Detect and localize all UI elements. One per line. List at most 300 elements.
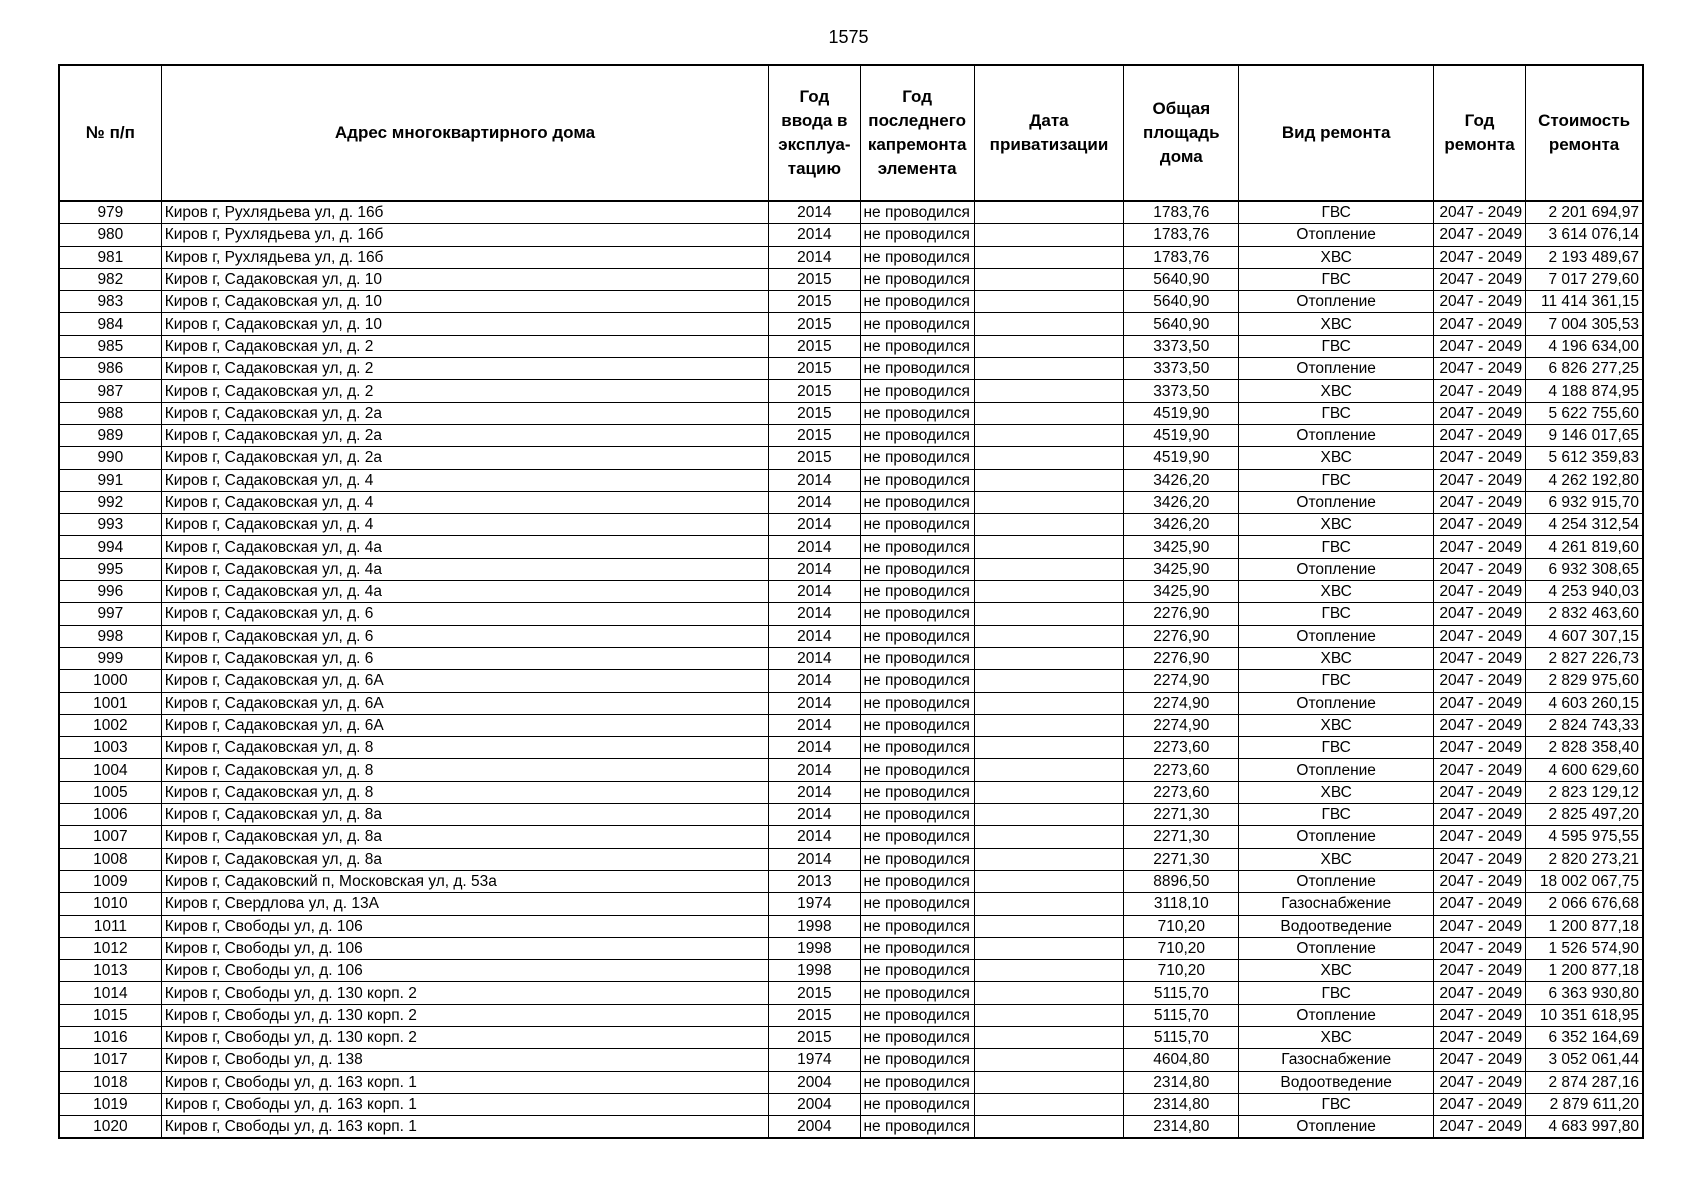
cell-last-repair: не проводился — [860, 692, 974, 714]
cell-repair-type: ГВС — [1239, 402, 1433, 424]
cell-area: 2273,60 — [1124, 781, 1239, 803]
cell-last-repair: не проводился — [860, 380, 974, 402]
table-row — [59, 201, 1643, 224]
table-row — [59, 1004, 1643, 1026]
cell-last-repair: не проводился — [860, 246, 974, 268]
cell-area: 4519,90 — [1124, 402, 1239, 424]
cell-last-repair: не проводился — [860, 1026, 974, 1048]
cell-repair-type: ГВС — [1239, 804, 1433, 826]
table-header — [59, 65, 1643, 201]
cell-repair-year: 2047 - 2049 — [1433, 826, 1525, 848]
cell-repair-type: ХВС — [1239, 714, 1433, 736]
cell-privatization — [974, 335, 1123, 357]
header-repair-year: Год ремонта — [1433, 65, 1525, 201]
cell-privatization — [974, 937, 1123, 959]
cell-repair-year: 2047 - 2049 — [1433, 759, 1525, 781]
cell-privatization — [974, 558, 1123, 580]
cell-num: 1015 — [59, 1004, 161, 1026]
cell-cost: 7 017 279,60 — [1526, 268, 1643, 290]
cell-last-repair: не проводился — [860, 581, 974, 603]
header-privatization: Дата приватизации — [974, 65, 1123, 201]
cell-address: Киров г, Садаковская ул, д. 4а — [161, 558, 769, 580]
cell-area: 1783,76 — [1124, 224, 1239, 246]
cell-privatization — [974, 915, 1123, 937]
cell-num: 981 — [59, 246, 161, 268]
table-row — [59, 960, 1643, 982]
cell-cost: 2 828 358,40 — [1526, 737, 1643, 759]
cell-repair-type: ГВС — [1239, 335, 1433, 357]
table-row — [59, 335, 1643, 357]
cell-repair-year: 2047 - 2049 — [1433, 714, 1525, 736]
cell-address: Киров г, Садаковская ул, д. 10 — [161, 268, 769, 290]
table-row — [59, 603, 1643, 625]
table-row — [59, 759, 1643, 781]
cell-repair-year: 2047 - 2049 — [1433, 982, 1525, 1004]
cell-area: 5115,70 — [1124, 982, 1239, 1004]
cell-repair-year: 2047 - 2049 — [1433, 402, 1525, 424]
cell-repair-year: 2047 - 2049 — [1433, 848, 1525, 870]
cell-repair-year: 2047 - 2049 — [1433, 1049, 1525, 1071]
cell-repair-type: Газоснабжение — [1239, 893, 1433, 915]
cell-cost: 5 622 755,60 — [1526, 402, 1643, 424]
cell-year-built: 1998 — [769, 937, 860, 959]
cell-repair-year: 2047 - 2049 — [1433, 201, 1525, 224]
cell-privatization — [974, 960, 1123, 982]
cell-area: 3426,20 — [1124, 469, 1239, 491]
cell-address: Киров г, Рухлядьева ул, д. 16б — [161, 246, 769, 268]
cell-repair-type: ГВС — [1239, 670, 1433, 692]
table-row — [59, 848, 1643, 870]
cell-area: 2276,90 — [1124, 603, 1239, 625]
cell-num: 1007 — [59, 826, 161, 848]
cell-year-built: 2015 — [769, 402, 860, 424]
cell-year-built: 2015 — [769, 447, 860, 469]
cell-last-repair: не проводился — [860, 804, 974, 826]
cell-repair-type: ХВС — [1239, 960, 1433, 982]
cell-repair-type: Водоотведение — [1239, 915, 1433, 937]
cell-repair-year: 2047 - 2049 — [1433, 291, 1525, 313]
cell-address: Киров г, Садаковская ул, д. 8а — [161, 804, 769, 826]
header-cost: Стоимость ремонта — [1526, 65, 1643, 201]
cell-cost: 4 261 819,60 — [1526, 536, 1643, 558]
cell-repair-type: ГВС — [1239, 201, 1433, 224]
table-row — [59, 692, 1643, 714]
cell-num: 1014 — [59, 982, 161, 1004]
cell-cost: 2 825 497,20 — [1526, 804, 1643, 826]
cell-num: 996 — [59, 581, 161, 603]
cell-repair-type: Газоснабжение — [1239, 1049, 1433, 1071]
cell-repair-type: ГВС — [1239, 982, 1433, 1004]
cell-cost: 2 823 129,12 — [1526, 781, 1643, 803]
cell-last-repair: не проводился — [860, 670, 974, 692]
cell-repair-year: 2047 - 2049 — [1433, 670, 1525, 692]
cell-cost: 1 526 574,90 — [1526, 937, 1643, 959]
table-row — [59, 424, 1643, 446]
cell-repair-year: 2047 - 2049 — [1433, 536, 1525, 558]
cell-cost: 2 201 694,97 — [1526, 201, 1643, 224]
cell-last-repair: не проводился — [860, 826, 974, 848]
cell-area: 3373,50 — [1124, 358, 1239, 380]
cell-num: 985 — [59, 335, 161, 357]
cell-privatization — [974, 848, 1123, 870]
cell-area: 1783,76 — [1124, 246, 1239, 268]
cell-last-repair: не проводился — [860, 447, 974, 469]
cell-last-repair: не проводился — [860, 603, 974, 625]
cell-repair-year: 2047 - 2049 — [1433, 1116, 1525, 1139]
cell-repair-year: 2047 - 2049 — [1433, 268, 1525, 290]
cell-privatization — [974, 692, 1123, 714]
cell-repair-type: ХВС — [1239, 781, 1433, 803]
cell-privatization — [974, 625, 1123, 647]
cell-last-repair: не проводился — [860, 714, 974, 736]
cell-num: 1020 — [59, 1116, 161, 1139]
cell-address: Киров г, Садаковская ул, д. 6 — [161, 603, 769, 625]
cell-address: Киров г, Свободы ул, д. 130 корп. 2 — [161, 1004, 769, 1026]
table-row — [59, 1116, 1643, 1139]
cell-year-built: 2015 — [769, 1004, 860, 1026]
cell-cost: 10 351 618,95 — [1526, 1004, 1643, 1026]
cell-last-repair: не проводился — [860, 893, 974, 915]
cell-area: 3426,20 — [1124, 514, 1239, 536]
cell-num: 1009 — [59, 870, 161, 892]
cell-privatization — [974, 402, 1123, 424]
cell-address: Киров г, Садаковская ул, д. 2а — [161, 402, 769, 424]
cell-num: 1003 — [59, 737, 161, 759]
cell-num: 983 — [59, 291, 161, 313]
cell-area: 2314,80 — [1124, 1093, 1239, 1115]
table-row — [59, 268, 1643, 290]
cell-cost: 7 004 305,53 — [1526, 313, 1643, 335]
cell-num: 987 — [59, 380, 161, 402]
cell-privatization — [974, 447, 1123, 469]
cell-privatization — [974, 224, 1123, 246]
cell-last-repair: не проводился — [860, 514, 974, 536]
cell-cost: 6 932 308,65 — [1526, 558, 1643, 580]
cell-num: 1006 — [59, 804, 161, 826]
cell-num: 990 — [59, 447, 161, 469]
cell-area: 2314,80 — [1124, 1116, 1239, 1139]
cell-last-repair: не проводился — [860, 759, 974, 781]
cell-last-repair: не проводился — [860, 781, 974, 803]
cell-num: 1017 — [59, 1049, 161, 1071]
cell-address: Киров г, Садаковская ул, д. 8 — [161, 781, 769, 803]
cell-repair-type: ХВС — [1239, 246, 1433, 268]
cell-address: Киров г, Свободы ул, д. 138 — [161, 1049, 769, 1071]
cell-cost: 4 196 634,00 — [1526, 335, 1643, 357]
cell-privatization — [974, 246, 1123, 268]
cell-num: 1016 — [59, 1026, 161, 1048]
cell-last-repair: не проводился — [860, 1049, 974, 1071]
cell-last-repair: не проводился — [860, 558, 974, 580]
cell-num: 986 — [59, 358, 161, 380]
cell-area: 3426,20 — [1124, 491, 1239, 513]
cell-cost: 2 193 489,67 — [1526, 246, 1643, 268]
cell-repair-year: 2047 - 2049 — [1433, 804, 1525, 826]
cell-last-repair: не проводился — [860, 625, 974, 647]
cell-area: 2274,90 — [1124, 692, 1239, 714]
cell-privatization — [974, 893, 1123, 915]
cell-repair-year: 2047 - 2049 — [1433, 246, 1525, 268]
cell-num: 1013 — [59, 960, 161, 982]
table-row — [59, 1093, 1643, 1115]
table-row — [59, 581, 1643, 603]
cell-year-built: 2014 — [769, 514, 860, 536]
cell-cost: 2 820 273,21 — [1526, 848, 1643, 870]
cell-repair-year: 2047 - 2049 — [1433, 1071, 1525, 1093]
cell-cost: 6 363 930,80 — [1526, 982, 1643, 1004]
cell-cost: 9 146 017,65 — [1526, 424, 1643, 446]
cell-num: 1002 — [59, 714, 161, 736]
cell-privatization — [974, 647, 1123, 669]
cell-repair-type: ГВС — [1239, 737, 1433, 759]
cell-address: Киров г, Свободы ул, д. 106 — [161, 915, 769, 937]
cell-area: 2274,90 — [1124, 670, 1239, 692]
cell-last-repair: не проводился — [860, 268, 974, 290]
cell-num: 1011 — [59, 915, 161, 937]
cell-year-built: 2014 — [769, 670, 860, 692]
cell-repair-type: Отопление — [1239, 424, 1433, 446]
cell-cost: 5 612 359,83 — [1526, 447, 1643, 469]
cell-year-built: 2015 — [769, 313, 860, 335]
cell-privatization — [974, 268, 1123, 290]
table-row — [59, 246, 1643, 268]
cell-num: 991 — [59, 469, 161, 491]
header-last-repair: Год последнего капремонта элемента — [860, 65, 974, 201]
cell-repair-type: Отопление — [1239, 224, 1433, 246]
cell-address: Киров г, Рухлядьева ул, д. 16б — [161, 201, 769, 224]
cell-area: 710,20 — [1124, 937, 1239, 959]
cell-repair-year: 2047 - 2049 — [1433, 625, 1525, 647]
table-row — [59, 826, 1643, 848]
cell-repair-year: 2047 - 2049 — [1433, 514, 1525, 536]
cell-cost: 4 603 260,15 — [1526, 692, 1643, 714]
cell-address: Киров г, Садаковская ул, д. 2 — [161, 335, 769, 357]
cell-area: 4519,90 — [1124, 447, 1239, 469]
cell-repair-type: Отопление — [1239, 558, 1433, 580]
cell-num: 994 — [59, 536, 161, 558]
cell-year-built: 1998 — [769, 960, 860, 982]
cell-last-repair: не проводился — [860, 469, 974, 491]
cell-cost: 4 253 940,03 — [1526, 581, 1643, 603]
cell-year-built: 2004 — [769, 1093, 860, 1115]
cell-num: 1005 — [59, 781, 161, 803]
header-area: Общая площадь дома — [1124, 65, 1239, 201]
cell-address: Киров г, Садаковская ул, д. 4 — [161, 469, 769, 491]
cell-repair-year: 2047 - 2049 — [1433, 380, 1525, 402]
table-row — [59, 670, 1643, 692]
cell-last-repair: не проводился — [860, 647, 974, 669]
cell-cost: 4 262 192,80 — [1526, 469, 1643, 491]
cell-cost: 2 829 975,60 — [1526, 670, 1643, 692]
cell-cost: 4 254 312,54 — [1526, 514, 1643, 536]
cell-cost: 18 002 067,75 — [1526, 870, 1643, 892]
cell-address: Киров г, Садаковская ул, д. 2а — [161, 424, 769, 446]
cell-cost: 6 826 277,25 — [1526, 358, 1643, 380]
cell-repair-type: ГВС — [1239, 469, 1433, 491]
cell-address: Киров г, Свободы ул, д. 163 корп. 1 — [161, 1071, 769, 1093]
cell-last-repair: не проводился — [860, 1116, 974, 1139]
cell-cost: 2 824 743,33 — [1526, 714, 1643, 736]
cell-privatization — [974, 469, 1123, 491]
cell-repair-type: ХВС — [1239, 848, 1433, 870]
cell-address: Киров г, Садаковский п, Московская ул, д. 53а — [161, 870, 769, 892]
cell-repair-year: 2047 - 2049 — [1433, 737, 1525, 759]
cell-address: Киров г, Садаковская ул, д. 10 — [161, 291, 769, 313]
cell-privatization — [974, 1049, 1123, 1071]
cell-address: Киров г, Садаковская ул, д. 4 — [161, 514, 769, 536]
cell-last-repair: не проводился — [860, 982, 974, 1004]
cell-area: 710,20 — [1124, 960, 1239, 982]
cell-last-repair: не проводился — [860, 870, 974, 892]
cell-cost: 11 414 361,15 — [1526, 291, 1643, 313]
cell-repair-year: 2047 - 2049 — [1433, 960, 1525, 982]
table-body — [59, 201, 1643, 1138]
cell-num: 989 — [59, 424, 161, 446]
cell-repair-type: ГВС — [1239, 536, 1433, 558]
cell-address: Киров г, Садаковская ул, д. 8а — [161, 826, 769, 848]
cell-repair-type: ХВС — [1239, 380, 1433, 402]
cell-repair-type: Отопление — [1239, 826, 1433, 848]
cell-area: 3373,50 — [1124, 380, 1239, 402]
cell-cost: 4 595 975,55 — [1526, 826, 1643, 848]
cell-last-repair: не проводился — [860, 1004, 974, 1026]
cell-repair-year: 2047 - 2049 — [1433, 558, 1525, 580]
cell-num: 979 — [59, 201, 161, 224]
cell-last-repair: не проводился — [860, 358, 974, 380]
cell-privatization — [974, 1004, 1123, 1026]
cell-address: Киров г, Садаковская ул, д. 6 — [161, 647, 769, 669]
cell-repair-year: 2047 - 2049 — [1433, 335, 1525, 357]
table-row — [59, 1049, 1643, 1071]
cell-year-built: 2014 — [769, 558, 860, 580]
cell-area: 2314,80 — [1124, 1071, 1239, 1093]
header-address: Адрес многоквартирного дома — [161, 65, 769, 201]
cell-area: 1783,76 — [1124, 201, 1239, 224]
cell-last-repair: не проводился — [860, 937, 974, 959]
table-row — [59, 625, 1643, 647]
table-row — [59, 558, 1643, 580]
cell-year-built: 1998 — [769, 915, 860, 937]
cell-year-built: 2014 — [769, 714, 860, 736]
cell-cost: 4 600 629,60 — [1526, 759, 1643, 781]
cell-privatization — [974, 804, 1123, 826]
cell-last-repair: не проводился — [860, 201, 974, 224]
cell-year-built: 2014 — [769, 201, 860, 224]
cell-address: Киров г, Садаковская ул, д. 2а — [161, 447, 769, 469]
cell-year-built: 2004 — [769, 1071, 860, 1093]
cell-year-built: 2015 — [769, 424, 860, 446]
cell-address: Киров г, Свободы ул, д. 163 корп. 1 — [161, 1116, 769, 1139]
table-row — [59, 358, 1643, 380]
table-row — [59, 469, 1643, 491]
cell-address: Киров г, Садаковская ул, д. 6А — [161, 692, 769, 714]
cell-repair-year: 2047 - 2049 — [1433, 424, 1525, 446]
cell-repair-year: 2047 - 2049 — [1433, 491, 1525, 513]
cell-year-built: 2014 — [769, 692, 860, 714]
cell-year-built: 2014 — [769, 804, 860, 826]
cell-address: Киров г, Садаковская ул, д. 8а — [161, 848, 769, 870]
cell-cost: 2 827 226,73 — [1526, 647, 1643, 669]
header-repair-type: Вид ремонта — [1239, 65, 1433, 201]
cell-repair-type: Отопление — [1239, 870, 1433, 892]
cell-repair-type: Отопление — [1239, 291, 1433, 313]
cell-address: Киров г, Садаковская ул, д. 8 — [161, 737, 769, 759]
cell-num: 993 — [59, 514, 161, 536]
cell-privatization — [974, 424, 1123, 446]
cell-privatization — [974, 759, 1123, 781]
repair-schedule-table — [58, 64, 1644, 1139]
cell-repair-year: 2047 - 2049 — [1433, 692, 1525, 714]
cell-address: Киров г, Садаковская ул, д. 2 — [161, 380, 769, 402]
cell-address: Киров г, Свободы ул, д. 130 корп. 2 — [161, 1026, 769, 1048]
cell-last-repair: не проводился — [860, 1071, 974, 1093]
cell-repair-type: Отопление — [1239, 491, 1433, 513]
cell-num: 1008 — [59, 848, 161, 870]
cell-address: Киров г, Свердлова ул, д. 13А — [161, 893, 769, 915]
cell-area: 2271,30 — [1124, 804, 1239, 826]
table-row — [59, 982, 1643, 1004]
cell-repair-type: ХВС — [1239, 647, 1433, 669]
cell-address: Киров г, Садаковская ул, д. 2 — [161, 358, 769, 380]
cell-cost: 1 200 877,18 — [1526, 960, 1643, 982]
cell-repair-year: 2047 - 2049 — [1433, 937, 1525, 959]
cell-repair-type: Отопление — [1239, 358, 1433, 380]
cell-privatization — [974, 1071, 1123, 1093]
cell-privatization — [974, 714, 1123, 736]
cell-num: 1004 — [59, 759, 161, 781]
cell-repair-type: Отопление — [1239, 1116, 1433, 1139]
cell-privatization — [974, 581, 1123, 603]
cell-repair-year: 2047 - 2049 — [1433, 893, 1525, 915]
cell-num: 982 — [59, 268, 161, 290]
cell-area: 2273,60 — [1124, 737, 1239, 759]
cell-cost: 2 879 611,20 — [1526, 1093, 1643, 1115]
cell-year-built: 2014 — [769, 759, 860, 781]
cell-repair-type: Отопление — [1239, 759, 1433, 781]
cell-year-built: 1974 — [769, 1049, 860, 1071]
cell-year-built: 2014 — [769, 826, 860, 848]
cell-repair-year: 2047 - 2049 — [1433, 647, 1525, 669]
table-row — [59, 937, 1643, 959]
cell-area: 5640,90 — [1124, 291, 1239, 313]
cell-area: 3373,50 — [1124, 335, 1239, 357]
cell-repair-type: Отопление — [1239, 937, 1433, 959]
cell-year-built: 2004 — [769, 1116, 860, 1139]
cell-address: Киров г, Рухлядьева ул, д. 16б — [161, 224, 769, 246]
cell-repair-type: ХВС — [1239, 447, 1433, 469]
cell-year-built: 2014 — [769, 625, 860, 647]
cell-address: Киров г, Садаковская ул, д. 6 — [161, 625, 769, 647]
cell-year-built: 1974 — [769, 893, 860, 915]
cell-address: Киров г, Садаковская ул, д. 4а — [161, 536, 769, 558]
cell-address: Киров г, Садаковская ул, д. 10 — [161, 313, 769, 335]
cell-area: 3425,90 — [1124, 558, 1239, 580]
cell-last-repair: не проводился — [860, 915, 974, 937]
cell-year-built: 2014 — [769, 647, 860, 669]
cell-repair-type: Отопление — [1239, 625, 1433, 647]
cell-last-repair: не проводился — [860, 424, 974, 446]
cell-address: Киров г, Свободы ул, д. 163 корп. 1 — [161, 1093, 769, 1115]
table-row — [59, 714, 1643, 736]
cell-num: 999 — [59, 647, 161, 669]
cell-address: Киров г, Садаковская ул, д. 6А — [161, 670, 769, 692]
cell-address: Киров г, Садаковская ул, д. 4а — [161, 581, 769, 603]
cell-repair-year: 2047 - 2049 — [1433, 447, 1525, 469]
cell-cost: 3 052 061,44 — [1526, 1049, 1643, 1071]
cell-repair-type: Отопление — [1239, 1004, 1433, 1026]
cell-last-repair: не проводился — [860, 335, 974, 357]
cell-area: 710,20 — [1124, 915, 1239, 937]
